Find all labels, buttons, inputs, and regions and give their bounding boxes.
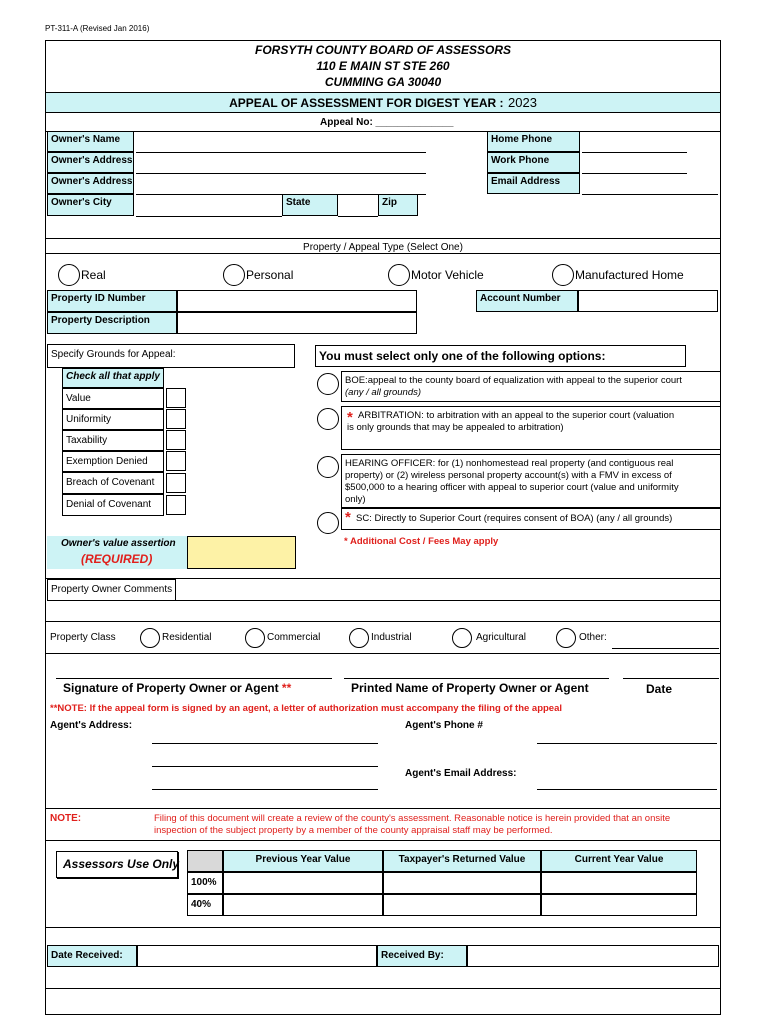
class-other-field[interactable] <box>612 648 719 649</box>
option-hearing-officer-box <box>341 454 721 508</box>
ground-exemption-denied-label: Exemption Denied <box>62 451 164 472</box>
option-boe-text: BOE:appeal to the county board of equalization with appeal to the superior court <box>345 375 682 386</box>
property-type-heading: Property / Appeal Type (Select One) <box>303 242 463 253</box>
ground-breach-of-covenant-checkbox[interactable] <box>166 473 186 493</box>
property-description-label: Property Description <box>47 312 177 334</box>
class-agricultural-radio[interactable] <box>452 628 472 648</box>
agent-address-field-1[interactable] <box>152 743 378 744</box>
ground-taxability-label: Taxability <box>62 430 164 451</box>
type-real-label: Real <box>81 268 106 282</box>
option-hearing-officer-text-1: HEARING OFFICER: for (1) nonhomestead real property (and contiguous real <box>345 458 674 469</box>
previous-year-40-field[interactable] <box>223 894 383 916</box>
state-label: State <box>282 194 338 216</box>
received-by-field[interactable] <box>467 945 719 967</box>
home-phone-label: Home Phone <box>487 131 580 152</box>
home-phone-field[interactable] <box>582 152 687 153</box>
work-phone-label: Work Phone <box>487 152 580 173</box>
specify-grounds-label: Specify Grounds for Appeal: <box>47 344 295 368</box>
taxpayer-returned-100-field[interactable] <box>383 872 541 894</box>
owner-address-2-label: Owner's Address <box>47 173 134 194</box>
value-assertion-label-box <box>47 536 187 569</box>
option-superior-court-radio[interactable] <box>317 512 339 534</box>
class-industrial-radio[interactable] <box>349 628 369 648</box>
class-agricultural-label: Agricultural <box>476 632 527 643</box>
email-field[interactable] <box>582 194 718 195</box>
signature-field[interactable] <box>56 678 332 679</box>
col-previous-year: Previous Year Value <box>223 850 383 872</box>
options-heading: You must select only one of the following options: <box>315 345 686 367</box>
signature-label: Signature of Property Owner or Agent ** <box>63 681 292 695</box>
superior-court-star: * <box>345 509 351 526</box>
type-manufactured-home-radio[interactable] <box>552 264 574 286</box>
property-class-label: Property Class <box>50 632 116 643</box>
digest-year: 2023 <box>508 95 537 110</box>
org-name: FORSYTH COUNTY BOARD OF ASSESSORS <box>254 43 512 57</box>
ground-denial-of-covenant-checkbox[interactable] <box>166 495 186 515</box>
option-boe-radio[interactable] <box>317 373 339 395</box>
class-residential-radio[interactable] <box>140 628 160 648</box>
ground-breach-of-covenant-label: Breach of Covenant <box>62 472 164 494</box>
row-40-label: 40% <box>191 899 212 910</box>
option-hearing-officer-text-3: $500,000 to a hearing officer with appeal to superior court (value and uniformity <box>345 482 679 493</box>
current-year-40-field[interactable] <box>541 894 697 916</box>
agent-address-label: Agent's Address: <box>50 720 133 731</box>
option-arbitration-text-2: is only grounds that may be appealed to arbitration) <box>347 422 564 433</box>
class-other-radio[interactable] <box>556 628 576 648</box>
class-residential-label: Residential <box>162 632 212 643</box>
owner-name-field[interactable] <box>136 152 426 153</box>
type-personal-label: Personal <box>246 268 294 282</box>
type-motor-vehicle-label: Motor Vehicle <box>411 268 484 282</box>
assessors-corner-cell <box>187 850 223 872</box>
account-number-label: Account Number <box>476 290 578 312</box>
account-number-field[interactable] <box>578 290 718 312</box>
row-100-label-cell <box>187 872 223 894</box>
option-hearing-officer-radio[interactable] <box>317 456 339 478</box>
owner-comments-field[interactable] <box>176 600 721 601</box>
property-id-field[interactable] <box>177 290 417 312</box>
form-id: PT-311-A (Revised Jan 2016) <box>45 24 150 33</box>
note-text-1: Filing of this document will create a review of the county's assessment. Reasonable notice is herein provided that an onsite <box>154 813 671 824</box>
form-title: APPEAL OF ASSESSMENT FOR DIGEST YEAR : <box>229 96 504 110</box>
option-boe-note: (any / all grounds) <box>345 387 422 398</box>
assessors-use-only-label: Assessors Use Only <box>63 857 180 871</box>
option-hearing-officer-text-2: property) or (2) wireless personal property account(s) with a FMV in excess of <box>345 470 672 481</box>
assessors-use-only-box <box>56 851 178 878</box>
property-description-field[interactable] <box>177 312 417 334</box>
zip-label: Zip <box>378 194 418 216</box>
class-commercial-radio[interactable] <box>245 628 265 648</box>
date-label: Date <box>646 682 673 696</box>
check-all-label: Check all that apply <box>62 368 164 388</box>
owner-city-label: Owner's City <box>47 194 134 216</box>
agent-email-field[interactable] <box>537 789 717 790</box>
additional-cost-note: * Additional Cost / Fees May apply <box>344 536 499 547</box>
class-other-label: Other: <box>579 632 607 643</box>
class-commercial-label: Commercial <box>267 632 321 643</box>
option-arbitration-text-1: ARBITRATION: to arbitration with an appeal to the superior court (valuation <box>358 410 675 421</box>
agent-note: **NOTE: If the appeal form is signed by an agent, a letter of authorization must accompany the filing of the appeal <box>50 703 563 714</box>
col-taxpayer-returned: Taxpayer's Returned Value <box>383 850 541 872</box>
agent-phone-field[interactable] <box>537 743 717 744</box>
date-received-field[interactable] <box>137 945 377 967</box>
agent-email-label: Agent's Email Address: <box>405 768 517 779</box>
option-boe-box <box>341 371 721 402</box>
ground-taxability-checkbox[interactable] <box>166 430 186 450</box>
option-superior-court-text: SC: Directly to Superior Court (requires consent of BOA) (any / all grounds) <box>356 513 673 524</box>
class-industrial-label: Industrial <box>371 632 412 643</box>
note-text-2: inspection of the subject property by a member of the county appraisal staff may be performed. <box>154 825 553 836</box>
printed-name-label: Printed Name of Property Owner or Agent <box>351 681 589 695</box>
title-bar <box>45 92 721 113</box>
taxpayer-returned-40-field[interactable] <box>383 894 541 916</box>
agent-phone-label: Agent's Phone # <box>405 720 483 731</box>
work-phone-field[interactable] <box>582 173 687 174</box>
owner-comments-label: Property Owner Comments <box>47 579 176 601</box>
org-address-2: CUMMING GA 30040 <box>324 75 442 89</box>
arbitration-star: * <box>347 409 353 426</box>
value-assertion-label: Owner's value assertion <box>61 538 176 549</box>
type-motor-vehicle-radio[interactable] <box>388 264 410 286</box>
previous-year-100-field[interactable] <box>223 872 383 894</box>
org-address-1: 110 E MAIN ST STE 260 <box>316 59 450 73</box>
owner-address-field[interactable] <box>136 173 426 174</box>
type-personal-radio[interactable] <box>223 264 245 286</box>
received-by-label: Received By: <box>377 945 467 967</box>
owner-name-label: Owner's Name <box>47 131 134 152</box>
date-received-label: Date Received: <box>47 945 137 967</box>
signature-stars: ** <box>281 681 292 695</box>
current-year-100-field[interactable] <box>541 872 697 894</box>
option-hearing-officer-text-4: only) <box>345 494 366 505</box>
ground-denial-of-covenant-label: Denial of Covenant <box>62 494 164 516</box>
option-superior-court-box <box>341 508 721 530</box>
type-manufactured-home-label: Manufactured Home <box>575 268 684 282</box>
type-real-radio[interactable] <box>58 264 80 286</box>
option-arbitration-radio[interactable] <box>317 408 339 430</box>
owner-address-label: Owner's Address <box>47 152 134 173</box>
email-label: Email Address <box>487 173 580 194</box>
value-assertion-field[interactable] <box>187 536 296 569</box>
value-assertion-required: (REQUIRED) <box>81 552 153 566</box>
date-field[interactable] <box>623 678 719 679</box>
owner-city-field[interactable] <box>136 216 282 217</box>
ground-uniformity-checkbox[interactable] <box>166 409 186 429</box>
col-current-year: Current Year Value <box>541 850 697 872</box>
row-40-label-cell <box>187 894 223 916</box>
note-label: NOTE: <box>50 813 82 824</box>
appeal-number: Appeal No: ______________ <box>320 117 454 128</box>
state-field[interactable] <box>338 216 378 217</box>
property-id-label: Property ID Number <box>47 290 177 312</box>
ground-exemption-denied-checkbox[interactable] <box>166 451 186 471</box>
agent-address-field-3[interactable] <box>152 789 378 790</box>
option-arbitration-box <box>341 406 721 450</box>
printed-name-field[interactable] <box>344 678 609 679</box>
row-100-label: 100% <box>191 877 217 888</box>
ground-value-checkbox[interactable] <box>166 388 186 408</box>
agent-address-field-2[interactable] <box>152 766 378 767</box>
ground-value-label: Value <box>62 388 164 409</box>
ground-uniformity-label: Uniformity <box>62 409 164 430</box>
